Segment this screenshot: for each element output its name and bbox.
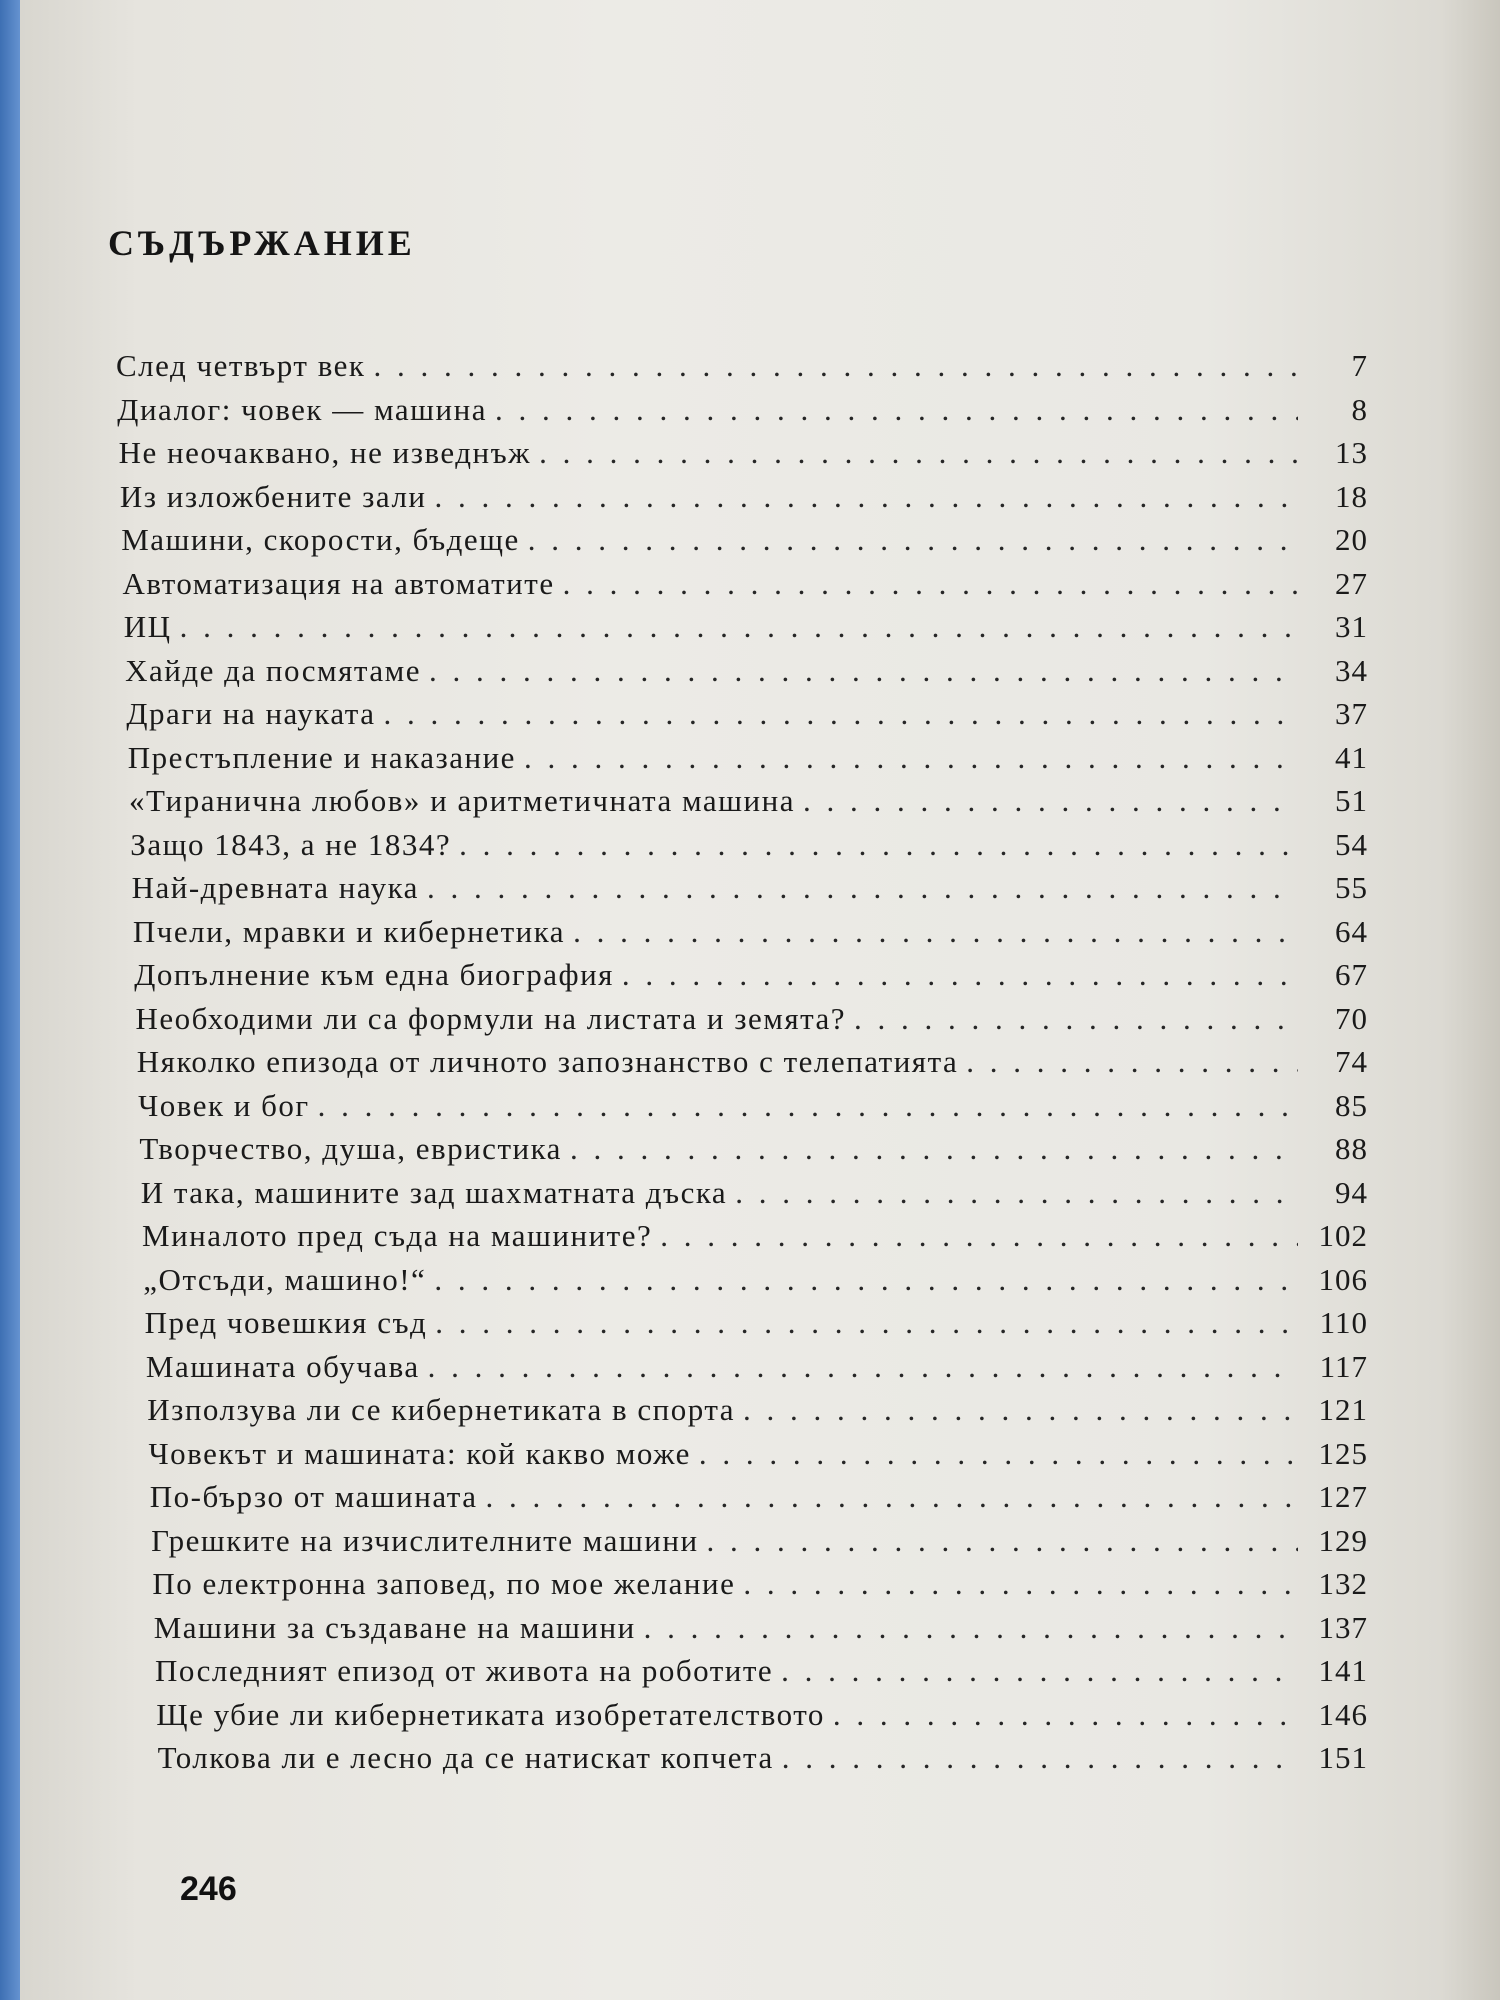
- toc-entry: [116, 957, 1368, 1001]
- toc-entry-page: 20: [1335, 522, 1368, 557]
- toc-entry: [116, 870, 1368, 914]
- toc-entry: [116, 435, 1368, 479]
- toc-entry-page: 102: [1318, 1218, 1368, 1253]
- toc-entry-title: Миналото пред съда на машините?: [142, 1218, 653, 1253]
- dot-leader: [743, 1392, 1298, 1428]
- toc-entry-title: По-бързо от машината: [149, 1479, 478, 1514]
- toc-entry-page: 94: [1335, 1174, 1368, 1210]
- toc-entry-page: 18: [1335, 478, 1368, 514]
- dot-leader: [373, 348, 1298, 384]
- toc-entry: [116, 1392, 1368, 1436]
- toc-entry-page: 55: [1335, 870, 1368, 905]
- toc-entry-title: Последният епизод от живота на роботите: [155, 1653, 774, 1688]
- toc-entry: [116, 566, 1368, 610]
- dot-leader: [782, 1740, 1298, 1776]
- toc-entry-page: 51: [1335, 783, 1368, 818]
- toc-entry: [116, 1218, 1368, 1262]
- toc-entry-title: И така, машините зад шахматната дъска: [140, 1174, 728, 1210]
- dot-leader: [803, 783, 1298, 819]
- dot-leader: [735, 1175, 1298, 1211]
- toc-entry: [116, 1131, 1368, 1175]
- toc-entry: [116, 1175, 1368, 1219]
- toc-entry-title: Човекът и машината: кой какво може: [148, 1435, 691, 1471]
- toc-entry: [116, 1523, 1368, 1567]
- toc-entry-title: Машината обучава: [145, 1348, 420, 1384]
- toc-entry-title: Използува ли се кибернетиката в спорта: [147, 1392, 736, 1427]
- dot-leader: [854, 1001, 1298, 1037]
- toc-entry-title: Най-древната наука: [131, 870, 419, 905]
- toc-entry: [116, 1044, 1368, 1088]
- dot-leader: [622, 957, 1298, 993]
- dot-leader: [429, 653, 1298, 689]
- toc-entry-title: «Тиранична любов» и аритметичната машина: [129, 783, 795, 818]
- toc-entry-page: 146: [1318, 1696, 1368, 1732]
- dot-leader: [434, 1262, 1298, 1298]
- dot-leader: [781, 1653, 1298, 1689]
- dot-leader: [539, 435, 1298, 471]
- toc-entry-page: 110: [1319, 1305, 1368, 1340]
- toc-entry-title: Човек и бог: [138, 1087, 310, 1123]
- toc-entry-page: 117: [1319, 1348, 1368, 1384]
- table-of-contents: [116, 348, 1368, 1784]
- dot-leader: [707, 1523, 1298, 1559]
- toc-entry: [116, 1740, 1368, 1784]
- toc-entry-title: „Отсъди, машино!“: [143, 1261, 427, 1297]
- toc-entry-title: Няколко епизода от личното запознанство с телепатията: [136, 1044, 959, 1079]
- toc-entry-page: 137: [1318, 1609, 1368, 1645]
- toc-entry: [116, 696, 1368, 740]
- toc-entry-title: Драги на науката: [126, 696, 376, 731]
- dot-leader: [699, 1436, 1298, 1472]
- toc-entry-title: Необходими ли са формули на листата и земята?: [135, 1000, 847, 1036]
- book-page: [20, 0, 1500, 2000]
- toc-entry: [116, 1653, 1368, 1697]
- toc-entry-page: 7: [1351, 348, 1368, 383]
- toc-entry-page: 31: [1335, 609, 1368, 644]
- toc-entry: [116, 827, 1368, 871]
- toc-entry: [116, 1088, 1368, 1132]
- toc-entry: [116, 783, 1368, 827]
- toc-entry-page: 85: [1335, 1087, 1368, 1123]
- dot-leader: [383, 696, 1298, 732]
- toc-entry-page: 132: [1318, 1566, 1368, 1601]
- dot-leader: [435, 479, 1298, 515]
- toc-entry: [116, 1479, 1368, 1523]
- dot-leader: [180, 609, 1298, 645]
- toc-entry-page: 34: [1335, 652, 1368, 688]
- toc-entry: [116, 522, 1368, 566]
- toc-entry-title: Диалог: човек — машина: [117, 391, 487, 427]
- toc-entry: [116, 1262, 1368, 1306]
- dot-leader: [644, 1610, 1298, 1646]
- toc-entry-page: 141: [1318, 1653, 1368, 1688]
- dot-leader: [428, 1349, 1298, 1385]
- toc-entry-title: Автоматизация на автоматите: [122, 565, 555, 601]
- toc-entry-page: 70: [1335, 1000, 1368, 1036]
- toc-entry-title: Престъпление и наказание: [127, 739, 516, 775]
- page-number: 246: [180, 1870, 237, 1908]
- toc-entry-title: ИЦ: [123, 609, 172, 644]
- dot-leader: [743, 1566, 1298, 1602]
- toc-entry-title: Грешките на изчислителните машини: [151, 1522, 699, 1558]
- toc-entry-page: 13: [1335, 435, 1368, 470]
- dot-leader: [459, 827, 1298, 863]
- toc-entry-page: 106: [1318, 1261, 1368, 1297]
- toc-entry: [116, 348, 1368, 392]
- toc-entry: [116, 392, 1368, 436]
- toc-entry: [116, 1566, 1368, 1610]
- toc-entry: [116, 914, 1368, 958]
- toc-entry-page: 125: [1318, 1435, 1368, 1471]
- toc-entry: [116, 653, 1368, 697]
- dot-leader: [435, 1305, 1298, 1341]
- toc-entry-title: Толкова ли е лесно да се натискат копчета: [157, 1740, 774, 1775]
- toc-entry-title: Защо 1843, а не 1834?: [130, 826, 452, 862]
- toc-entry-page: 121: [1318, 1392, 1368, 1427]
- toc-entry-page: 129: [1318, 1522, 1368, 1558]
- dot-leader: [318, 1088, 1298, 1124]
- toc-entry-page: 41: [1335, 739, 1368, 775]
- dot-leader: [966, 1044, 1298, 1080]
- dot-leader: [524, 740, 1298, 776]
- toc-entry-title: Творчество, душа, евристика: [139, 1131, 562, 1166]
- dot-leader: [485, 1479, 1298, 1515]
- toc-entry: [116, 1610, 1368, 1654]
- toc-entry-page: 27: [1335, 565, 1368, 601]
- toc-entry-title: След четвърт век: [116, 348, 366, 383]
- toc-entry-page: 74: [1335, 1044, 1368, 1079]
- dot-leader: [528, 522, 1298, 558]
- toc-entry-page: 127: [1318, 1479, 1368, 1514]
- toc-entry-title: Хайде да посмятаме: [125, 652, 421, 688]
- toc-entry: [116, 1436, 1368, 1480]
- toc-entry-page: 64: [1335, 913, 1368, 949]
- dot-leader: [660, 1218, 1298, 1254]
- toc-entry-page: 8: [1351, 391, 1368, 427]
- toc-entry-page: 54: [1335, 826, 1368, 862]
- dot-leader: [573, 914, 1298, 950]
- toc-entry-page: 151: [1318, 1740, 1368, 1775]
- toc-entry: [116, 1001, 1368, 1045]
- dot-leader: [495, 392, 1298, 428]
- toc-entry-page: 37: [1335, 696, 1368, 731]
- toc-entry: [116, 479, 1368, 523]
- toc-entry: [116, 609, 1368, 653]
- dot-leader: [833, 1697, 1298, 1733]
- toc-entry-page: 88: [1335, 1131, 1368, 1166]
- toc-entry-title: Не неочаквано, не изведнъж: [118, 435, 532, 470]
- toc-entry-title: По електронна заповед, по мое желание: [152, 1566, 736, 1601]
- toc-entry-title: Допълнение към една биография: [134, 957, 614, 992]
- dot-leader: [427, 870, 1298, 906]
- dot-leader: [563, 566, 1298, 602]
- toc-entry-title: Машини, скорости, бъдеще: [121, 522, 520, 557]
- toc-entry-title: Пред човешкия съд: [144, 1305, 428, 1340]
- bleed-through-text: [170, 0, 1370, 320]
- toc-entry: [116, 1305, 1368, 1349]
- toc-entry-page: 67: [1335, 957, 1368, 992]
- page-title: СЪДЪРЖАНИЕ: [108, 223, 416, 263]
- toc-entry: [116, 740, 1368, 784]
- toc-entry: [116, 1697, 1368, 1741]
- dot-leader: [570, 1131, 1298, 1167]
- toc-entry: [116, 1349, 1368, 1393]
- toc-entry-title: Ще убие ли кибернетиката изобретателството: [156, 1696, 825, 1732]
- toc-entry-title: Из изложбените зали: [119, 478, 427, 514]
- toc-entry-title: Машини за създаване на машини: [153, 1609, 636, 1645]
- toc-entry-title: Пчели, мравки и кибернетика: [132, 913, 566, 949]
